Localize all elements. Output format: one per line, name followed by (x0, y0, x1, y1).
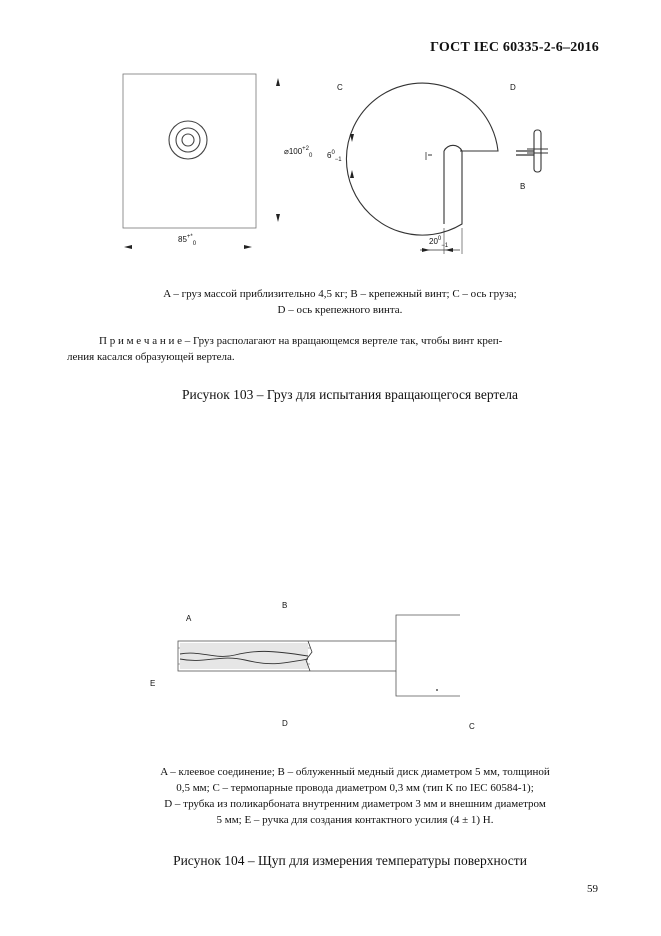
figure-104-drawing (0, 600, 661, 740)
label-b: B (282, 601, 288, 610)
weight-disk-side (346, 83, 498, 235)
label-a: A (186, 614, 192, 623)
hub-outer-circle (169, 121, 207, 159)
weight-plate-front (123, 74, 256, 228)
diameter-dimension (284, 146, 312, 159)
diameter-tol-lower: 0 (309, 153, 313, 159)
hole-arrow-top (350, 134, 354, 142)
screw-head (534, 130, 541, 172)
standard-header: ГОСТ IEC 60335-2-6–2016 (430, 40, 599, 55)
figure-103-title: Рисунок 103 – Груз для испытания вращающегося вертела (181, 387, 519, 402)
figure-104-legend-line-1: A – клеевое соединение; B – облуженный медный диск диаметром 5 мм, толщиной (160, 766, 550, 778)
figure-103-note-line-2: ления касался образующей вертела. (67, 351, 235, 363)
width-tol-upper: +* (186, 234, 193, 240)
figure-103-legend-line-1: A – груз массой приблизительно 4,5 кг; B – крепежный винт; C – ось груза; (163, 288, 517, 300)
slot-value: 20 (429, 237, 438, 246)
figure-104-title: Рисунок 104 – Щуп для измерения температуры поверхности (173, 853, 527, 868)
diameter-tol-upper: +2 (302, 146, 310, 152)
hub-inner-circle (182, 134, 194, 146)
hole-arrow-bottom (350, 170, 354, 178)
handle-dot (436, 689, 438, 691)
width-dimension (178, 234, 196, 247)
height-arrow-bottom (276, 214, 280, 222)
slot-dimension (429, 236, 448, 249)
hub-middle-circle (176, 128, 200, 152)
label-d: D (510, 83, 516, 92)
label-d: D (282, 719, 288, 728)
label-c: C (337, 83, 343, 92)
pressure-handle (396, 615, 460, 696)
label-b: B (520, 182, 526, 191)
diameter-value: ⌀100 (284, 147, 303, 156)
hole-dimension (327, 150, 342, 163)
page-number: 59 (587, 883, 598, 895)
slot-tol-lower: −1 (441, 243, 449, 249)
figure-104-legend-line-3: D – трубка из поликарбоната внутренним диаметром 3 мм и внешним диаметром (164, 798, 546, 810)
hole-value: 6 (327, 151, 332, 160)
hole-tol-upper: 0 (331, 150, 335, 156)
width-arrow-right (244, 245, 252, 249)
figure-103-note-line-1: П р и м е ч а н и е – Груз располагают на вращающемся вертеле так, чтобы винт креп- (99, 335, 503, 347)
figure-104-legend-line-2: 0,5 мм; C – термопарные провода диаметром 0,3 мм (тип К по IEC 60584-1); (176, 782, 534, 794)
center-hole-arc (444, 145, 462, 151)
width-arrow-left (124, 245, 132, 249)
hole-tol-lower: −1 (334, 157, 342, 163)
label-c: C (469, 722, 475, 731)
figure-103-legend-line-2: D – ось крепежного винта. (277, 304, 403, 316)
height-arrow-top (276, 78, 280, 86)
slot-tol-upper: 0 (437, 236, 442, 242)
adhesive-fill (180, 643, 308, 669)
width-tol-lower: 0 (192, 241, 197, 247)
width-value: 85 (178, 235, 187, 244)
figure-104-legend-line-4: 5 мм; E – ручка для создания контактного усилия (4 ± 1) Н. (216, 814, 494, 826)
label-e: E (150, 679, 156, 688)
figure-103-drawing (0, 60, 661, 270)
